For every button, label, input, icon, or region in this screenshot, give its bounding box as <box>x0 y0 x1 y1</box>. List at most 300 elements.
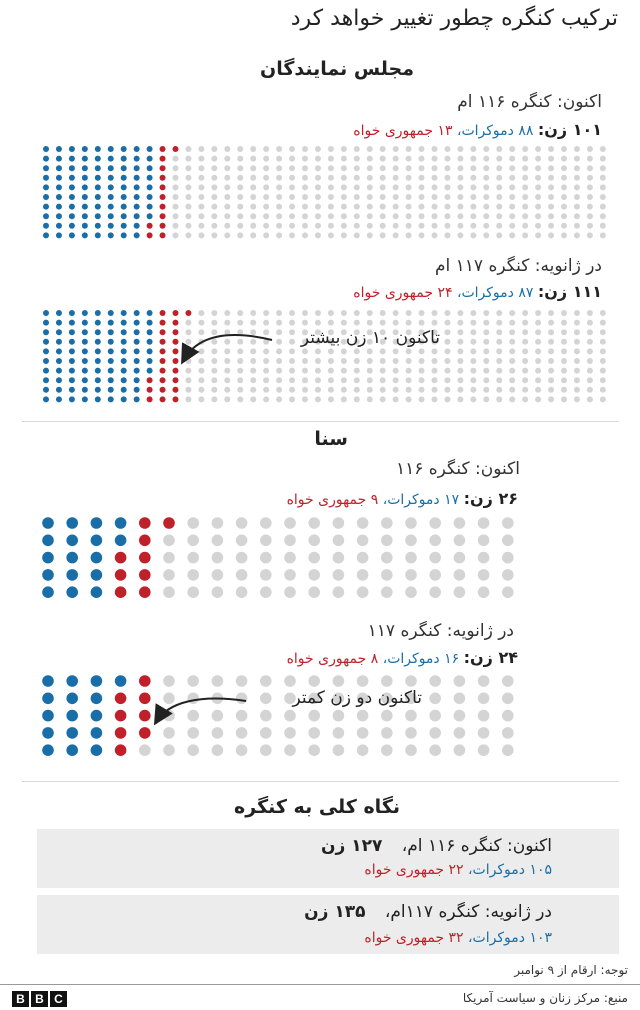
seat-empty <box>341 320 347 326</box>
seat-rep <box>139 517 151 529</box>
seat-empty <box>522 165 528 171</box>
seat-empty <box>163 744 175 756</box>
seat-empty <box>163 569 175 581</box>
seat-empty <box>432 320 438 326</box>
seat-empty <box>381 675 393 687</box>
seat-empty <box>250 232 256 238</box>
seat-empty <box>496 146 502 152</box>
seat-empty <box>444 320 450 326</box>
seat-dem <box>43 175 49 181</box>
seat-empty <box>237 348 243 354</box>
seat-empty <box>185 204 191 210</box>
seat-empty <box>173 165 179 171</box>
seat-empty <box>535 194 541 200</box>
seat-empty <box>600 339 606 345</box>
seat-empty <box>548 232 554 238</box>
seat-empty <box>315 396 321 402</box>
seat-empty <box>496 368 502 374</box>
seat-empty <box>357 517 369 529</box>
seat-empty <box>341 223 347 229</box>
seat-empty <box>587 232 593 238</box>
seat-empty <box>454 586 466 598</box>
seat-empty <box>406 368 412 374</box>
seat-empty <box>393 232 399 238</box>
seat-empty <box>393 396 399 402</box>
seat-empty <box>548 165 554 171</box>
seat-empty <box>419 156 425 162</box>
seat-empty <box>509 194 515 200</box>
seat-dem <box>121 194 127 200</box>
seat-empty <box>502 675 514 687</box>
seat-dem <box>121 339 127 345</box>
seat-empty <box>522 213 528 219</box>
seat-empty <box>198 204 204 210</box>
seat-empty <box>419 194 425 200</box>
seat-empty <box>457 146 463 152</box>
seat-empty <box>250 377 256 383</box>
seat-empty <box>457 156 463 162</box>
seat-empty <box>308 727 320 739</box>
seat-empty <box>478 710 490 722</box>
seat-empty <box>163 535 175 547</box>
seat-empty <box>236 744 248 756</box>
house-annotation: تاکنون ۱۰ زن بیشتر <box>300 328 440 348</box>
seat-empty <box>354 184 360 190</box>
seat-empty <box>574 175 580 181</box>
seat-rep <box>160 146 166 152</box>
seat-empty <box>522 339 528 345</box>
seat-dem <box>56 387 62 393</box>
seat-empty <box>211 358 217 364</box>
seat-dem <box>82 156 88 162</box>
seat-empty <box>483 387 489 393</box>
seat-empty <box>406 348 412 354</box>
seat-empty <box>224 348 230 354</box>
seat-dem <box>91 744 103 756</box>
seat-empty <box>163 552 175 564</box>
seat-empty <box>250 320 256 326</box>
seat-empty <box>587 310 593 316</box>
seat-empty <box>328 320 334 326</box>
seat-empty <box>284 675 296 687</box>
seat-empty <box>587 223 593 229</box>
seat-empty <box>315 165 321 171</box>
seat-empty <box>457 396 463 402</box>
seat-empty <box>250 329 256 335</box>
seat-dem <box>69 146 75 152</box>
seat-empty <box>341 396 347 402</box>
seat-empty <box>198 387 204 393</box>
seat-empty <box>496 204 502 210</box>
seat-rep <box>139 693 151 705</box>
seat-rep <box>160 320 166 326</box>
seat-empty <box>522 396 528 402</box>
seat-empty <box>263 165 269 171</box>
seat-empty <box>483 146 489 152</box>
seat-dem <box>66 693 78 705</box>
seat-empty <box>457 232 463 238</box>
seat-empty <box>315 223 321 229</box>
seat-dem <box>147 204 153 210</box>
seat-empty <box>211 223 217 229</box>
seat-empty <box>328 156 334 162</box>
seat-empty <box>328 310 334 316</box>
seat-empty <box>406 387 412 393</box>
seat-dem <box>147 213 153 219</box>
seat-empty <box>276 358 282 364</box>
seat-empty <box>187 569 199 581</box>
seat-empty <box>236 727 248 739</box>
seat-dem <box>42 535 54 547</box>
seat-empty <box>289 358 295 364</box>
seat-rep <box>139 710 151 722</box>
seat-empty <box>600 387 606 393</box>
seat-empty <box>333 727 345 739</box>
seat-empty <box>587 387 593 393</box>
seat-empty <box>333 535 345 547</box>
seat-empty <box>367 396 373 402</box>
seat-rep <box>173 310 179 316</box>
seat-dem <box>95 348 101 354</box>
seat-dem <box>134 348 140 354</box>
seat-dem <box>43 368 49 374</box>
seat-empty <box>432 184 438 190</box>
seat-dem <box>108 358 114 364</box>
seat-empty <box>406 223 412 229</box>
seat-empty <box>263 213 269 219</box>
seat-empty <box>509 339 515 345</box>
seat-empty <box>470 339 476 345</box>
seat-empty <box>600 320 606 326</box>
seat-empty <box>429 693 441 705</box>
seat-dem <box>69 377 75 383</box>
seat-empty <box>276 156 282 162</box>
seat-empty <box>535 396 541 402</box>
seat-empty <box>357 552 369 564</box>
seat-empty <box>187 535 199 547</box>
seat-empty <box>211 348 217 354</box>
seat-rep <box>160 175 166 181</box>
seat-empty <box>187 586 199 598</box>
seat-empty <box>212 710 224 722</box>
seat-empty <box>406 204 412 210</box>
seat-empty <box>224 223 230 229</box>
seat-empty <box>502 693 514 705</box>
seat-empty <box>483 339 489 345</box>
seat-empty <box>381 517 393 529</box>
seat-empty <box>328 165 334 171</box>
seat-dem <box>147 156 153 162</box>
seat-dem <box>134 175 140 181</box>
seat-empty <box>260 552 272 564</box>
seat-dem <box>147 358 153 364</box>
overview-now-label: اکنون: کنگره ۱۱۶ ام، <box>401 836 552 856</box>
seat-empty <box>341 368 347 374</box>
seat-empty <box>483 368 489 374</box>
seat-empty <box>574 232 580 238</box>
seat-empty <box>237 175 243 181</box>
seat-empty <box>315 156 321 162</box>
seat-empty <box>406 194 412 200</box>
seat-rep <box>173 377 179 383</box>
seat-empty <box>457 368 463 374</box>
seat-rep <box>147 223 153 229</box>
senate-now-dem: ۱۷ دموکرات، <box>382 492 460 508</box>
seat-dem <box>91 552 103 564</box>
seat-empty <box>393 175 399 181</box>
seat-empty <box>522 232 528 238</box>
seat-dem <box>43 204 49 210</box>
seat-dem <box>69 223 75 229</box>
seat-rep <box>160 348 166 354</box>
seat-empty <box>198 232 204 238</box>
seat-empty <box>250 175 256 181</box>
seat-empty <box>333 744 345 756</box>
seat-empty <box>276 329 282 335</box>
seat-empty <box>185 184 191 190</box>
seat-empty <box>432 232 438 238</box>
seat-empty <box>302 194 308 200</box>
seat-dem <box>66 552 78 564</box>
seat-empty <box>432 396 438 402</box>
seat-dem <box>134 213 140 219</box>
seat-dem <box>134 320 140 326</box>
seat-empty <box>393 204 399 210</box>
seat-empty <box>302 156 308 162</box>
senate-jan-label: در ژانویه: کنگره ۱۱۷ <box>367 621 514 641</box>
seat-empty <box>333 552 345 564</box>
seat-empty <box>496 339 502 345</box>
seat-empty <box>367 194 373 200</box>
seat-empty <box>381 552 393 564</box>
seat-empty <box>470 320 476 326</box>
seat-empty <box>308 675 320 687</box>
seat-empty <box>328 175 334 181</box>
seat-dem <box>66 517 78 529</box>
seat-empty <box>212 586 224 598</box>
seat-empty <box>406 396 412 402</box>
seat-dem <box>147 339 153 345</box>
seat-empty <box>289 146 295 152</box>
seat-dem <box>43 165 49 171</box>
seat-empty <box>284 552 296 564</box>
seat-empty <box>308 552 320 564</box>
seat-empty <box>250 358 256 364</box>
seat-empty <box>276 204 282 210</box>
seat-empty <box>454 675 466 687</box>
seat-empty <box>444 377 450 383</box>
seat-empty <box>496 175 502 181</box>
seat-empty <box>405 569 417 581</box>
seat-empty <box>522 310 528 316</box>
seat-dem <box>134 329 140 335</box>
seat-empty <box>419 204 425 210</box>
seat-empty <box>405 727 417 739</box>
seat-empty <box>600 213 606 219</box>
seat-empty <box>522 184 528 190</box>
seat-empty <box>328 387 334 393</box>
seat-empty <box>522 377 528 383</box>
seat-empty <box>380 165 386 171</box>
seat-dem <box>108 377 114 383</box>
senate-now-total: ۲۶ زن: <box>463 489 518 508</box>
seat-dem <box>108 387 114 393</box>
seat-empty <box>185 387 191 393</box>
seat-dem <box>134 204 140 210</box>
seat-empty <box>236 535 248 547</box>
seat-empty <box>284 710 296 722</box>
seat-empty <box>284 569 296 581</box>
seat-empty <box>187 744 199 756</box>
seat-empty <box>454 569 466 581</box>
seat-empty <box>211 175 217 181</box>
seat-empty <box>328 232 334 238</box>
house-heading: مجلس نمایندگان <box>260 58 414 80</box>
seat-empty <box>260 727 272 739</box>
seat-dem <box>95 175 101 181</box>
seat-empty <box>354 232 360 238</box>
seat-empty <box>357 586 369 598</box>
seat-rep <box>160 339 166 345</box>
seat-empty <box>302 377 308 383</box>
seat-empty <box>260 744 272 756</box>
house-now-dem: ۸۸ دموکرات، <box>456 123 534 139</box>
seat-empty <box>276 377 282 383</box>
seat-empty <box>211 377 217 383</box>
seat-empty <box>250 204 256 210</box>
seat-empty <box>250 165 256 171</box>
seat-dem <box>147 329 153 335</box>
seat-empty <box>496 232 502 238</box>
seat-empty <box>600 146 606 152</box>
seat-dem <box>82 165 88 171</box>
seat-dem <box>56 223 62 229</box>
seat-empty <box>600 232 606 238</box>
seat-empty <box>496 223 502 229</box>
seat-dem <box>108 156 114 162</box>
seat-empty <box>587 213 593 219</box>
seat-empty <box>211 156 217 162</box>
seat-rep <box>115 744 127 756</box>
seat-empty <box>561 146 567 152</box>
seat-empty <box>302 184 308 190</box>
seat-empty <box>289 194 295 200</box>
seat-dem <box>147 320 153 326</box>
seat-empty <box>454 693 466 705</box>
seat-dem <box>82 320 88 326</box>
seat-dem <box>82 368 88 374</box>
seat-empty <box>587 396 593 402</box>
seat-empty <box>587 368 593 374</box>
seat-empty <box>496 377 502 383</box>
overview-jan-label: در ژانویه: کنگره ۱۱۷ام، <box>384 902 552 922</box>
seat-empty <box>496 348 502 354</box>
seat-empty <box>212 727 224 739</box>
seat-dem <box>115 675 127 687</box>
seat-empty <box>502 727 514 739</box>
seat-empty <box>478 535 490 547</box>
seat-dem <box>147 194 153 200</box>
seat-empty <box>561 213 567 219</box>
seat-empty <box>224 320 230 326</box>
seat-rep <box>147 232 153 238</box>
seat-empty <box>600 396 606 402</box>
seat-empty <box>429 727 441 739</box>
seat-empty <box>380 320 386 326</box>
seat-empty <box>432 175 438 181</box>
seat-empty <box>496 358 502 364</box>
seat-empty <box>328 348 334 354</box>
seat-dem <box>66 569 78 581</box>
seat-dem <box>121 175 127 181</box>
seat-empty <box>561 387 567 393</box>
seat-empty <box>263 175 269 181</box>
seat-empty <box>587 165 593 171</box>
seat-empty <box>315 175 321 181</box>
seat-empty <box>224 396 230 402</box>
seat-empty <box>470 396 476 402</box>
seat-empty <box>315 310 321 316</box>
seat-empty <box>341 213 347 219</box>
seat-empty <box>341 184 347 190</box>
seat-empty <box>302 348 308 354</box>
seat-empty <box>315 213 321 219</box>
seat-dem <box>69 387 75 393</box>
seat-empty <box>237 223 243 229</box>
seat-dem <box>82 348 88 354</box>
seat-empty <box>341 377 347 383</box>
seat-empty <box>212 517 224 529</box>
seat-empty <box>496 310 502 316</box>
seat-dem <box>95 310 101 316</box>
seat-empty <box>393 320 399 326</box>
seat-empty <box>548 329 554 335</box>
seat-dem <box>43 232 49 238</box>
seat-empty <box>457 320 463 326</box>
seat-empty <box>574 165 580 171</box>
seat-empty <box>354 204 360 210</box>
seat-empty <box>509 146 515 152</box>
seat-rep <box>115 727 127 739</box>
seat-dem <box>95 204 101 210</box>
seat-empty <box>496 213 502 219</box>
seat-dem <box>95 396 101 402</box>
seat-empty <box>173 194 179 200</box>
seat-empty <box>380 223 386 229</box>
seat-empty <box>600 329 606 335</box>
seat-dem <box>43 310 49 316</box>
seat-empty <box>357 675 369 687</box>
seat-dem <box>108 329 114 335</box>
seat-empty <box>444 213 450 219</box>
seat-empty <box>483 396 489 402</box>
seat-empty <box>548 320 554 326</box>
seat-empty <box>380 396 386 402</box>
seat-empty <box>328 223 334 229</box>
seat-rep <box>115 693 127 705</box>
seat-empty <box>406 175 412 181</box>
seat-dem <box>42 675 54 687</box>
seat-empty <box>548 387 554 393</box>
seat-empty <box>600 368 606 374</box>
seat-empty <box>457 387 463 393</box>
seat-dem <box>121 387 127 393</box>
seat-empty <box>509 310 515 316</box>
seat-empty <box>211 184 217 190</box>
seat-empty <box>587 204 593 210</box>
seat-empty <box>224 175 230 181</box>
seat-dem <box>66 675 78 687</box>
